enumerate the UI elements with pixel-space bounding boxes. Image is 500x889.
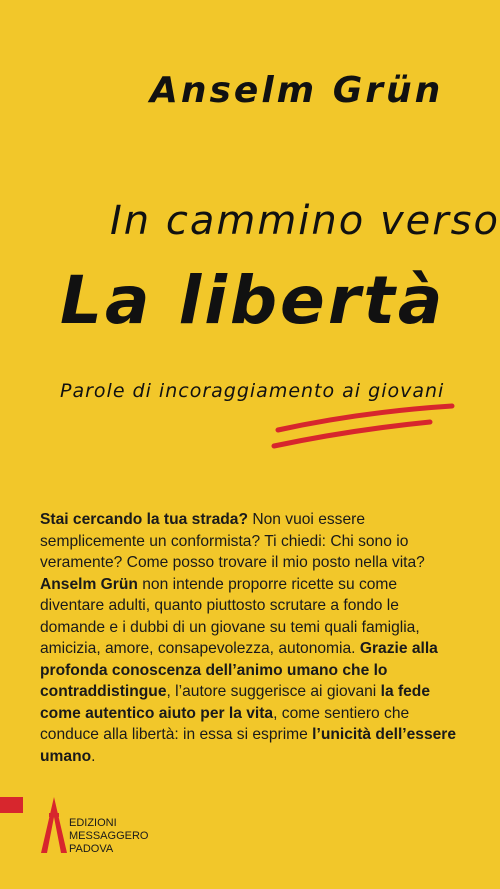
blurb-segment: Non vuoi essere semplicemente un conformista? Ti chiedi: Chi sono io veramente? Come posso trovare il mio posto nella vita? (40, 511, 425, 571)
blurb-segment: . (91, 747, 96, 765)
red-accent-bar (0, 797, 23, 813)
blurb-bold-segment: Grazie alla profonda conoscenza dell’animo umano che lo contraddistingue (40, 640, 438, 700)
blurb-segment: non intende proporre ricette su come diventare adulti, quanto piuttosto scrutare a fondo le domande e i dubbi di un giovane su temi quali famiglia, amicizia, amore, consapevolezza, autonomia. (40, 575, 420, 657)
blurb-bold-segment: la fede come autentico aiuto per la vita (40, 683, 431, 722)
blurb-segment: , come sentiero che conduce alla libertà: in essa si esprime (40, 704, 410, 743)
red-underline-stroke (270, 402, 460, 452)
publisher-line-1: EDIZIONI (69, 817, 117, 829)
publisher-line-2: MESSAGGERO (69, 830, 149, 842)
back-cover-blurb (40, 509, 460, 767)
blurb-bold-segment: Stai cercando la tua strada? (40, 511, 248, 528)
blurb-bold-segment: l’unicità dell’essere umano (40, 726, 457, 765)
title-line-2: La libertà (60, 262, 446, 339)
title-line-1: In cammino verso (110, 198, 500, 244)
publisher-name (69, 817, 148, 856)
publisher-line-3: PADOVA (69, 843, 114, 855)
blurb-segment: , l’autore suggerisce ai giovani (166, 683, 381, 700)
blurb-bold-segment: Anselm Grün (40, 575, 138, 593)
publisher-logo-icon (39, 797, 69, 855)
author-name: Anselm Grün (150, 70, 444, 111)
subtitle: Parole di incoraggiamento ai giovani (60, 380, 445, 402)
